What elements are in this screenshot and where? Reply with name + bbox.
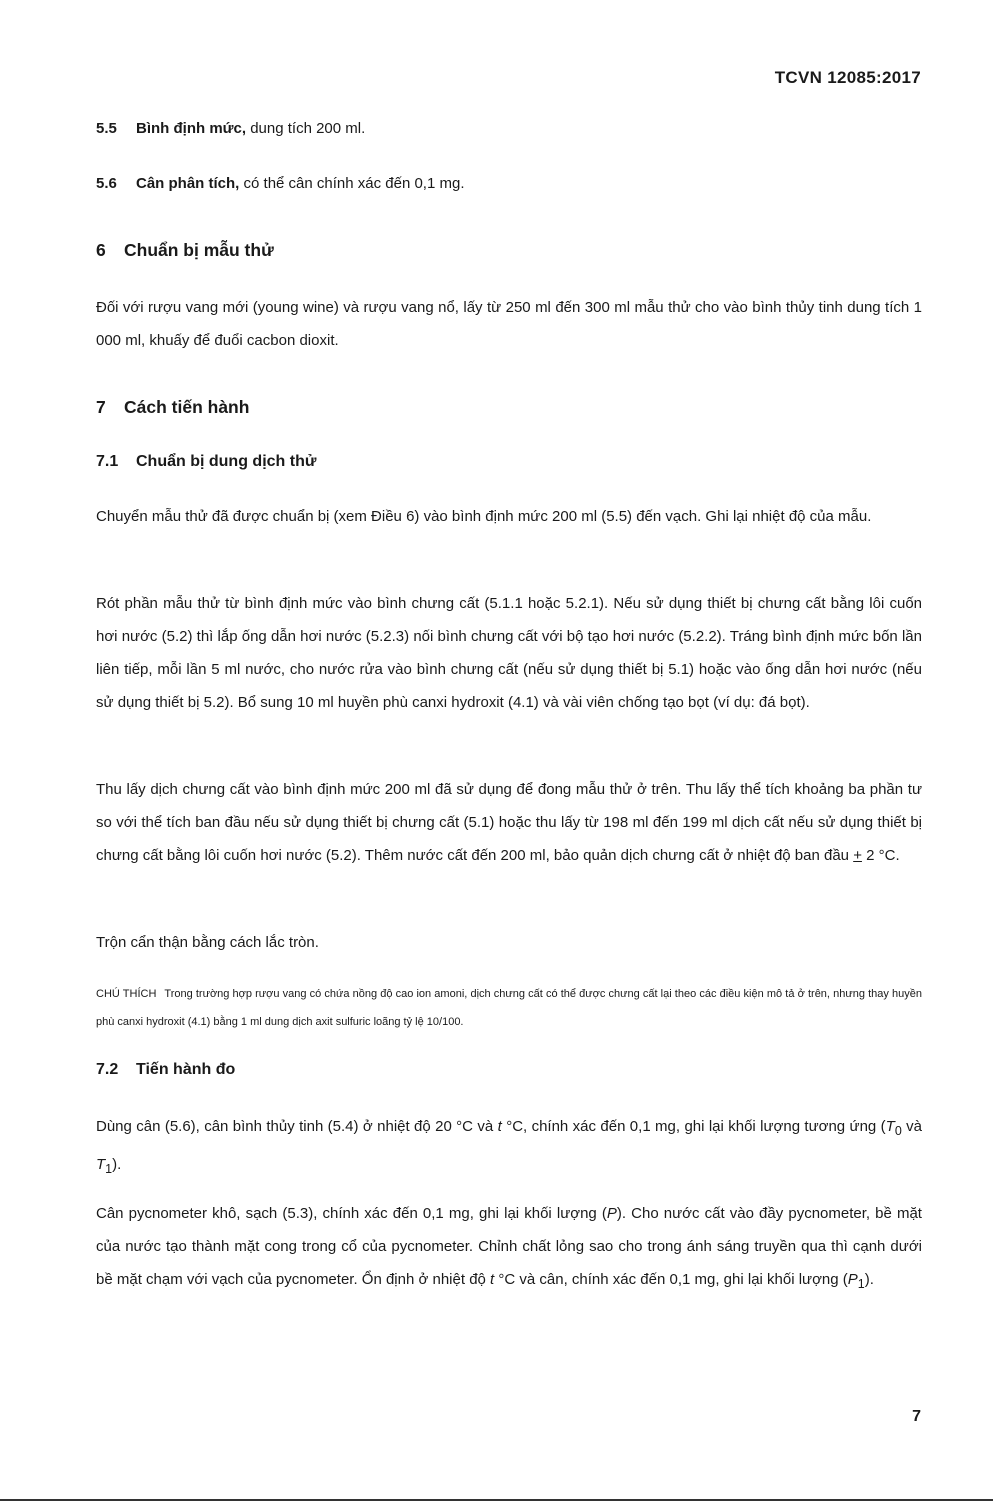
paragraph-7-1-b: Rót phần mẫu thử từ bình định mức vào bình chưng cất (5.1.1 hoặc 5.2.1). Nếu sử dụng thiết bị chưng cất bằng lôi cuốn hơi nước (5.2) thì lắp ống dẫn hơi nước (5.2.3) nối bình chưng cất với bộ tạo hơi nước (5.2.2). Tráng bình định mức bốn lần liên tiếp, mỗi lần 5 ml nước, cho nước rửa vào bình chưng cất (nếu sử dụng thiết bị 5.1) hoặc vào ống dẫn hơi nước (nếu sử dụng thiết bị 5.2). Bổ sung 10 ml huyền phù canxi hydroxit (4.1) và vài viên chống tạo bọt (ví dụ: đá bọt). bbox=[96, 595, 922, 711]
symbol-T0: T bbox=[885, 1118, 895, 1135]
paragraph-text: 2 °C. bbox=[861, 847, 900, 864]
subsection-number: 7.1 bbox=[96, 453, 119, 470]
symbol-t: t bbox=[497, 1118, 502, 1135]
subsection-title: Tiến hành đo bbox=[136, 1061, 236, 1078]
paragraph-text: ). Cho nước cất vào đầy pycnometer, bề mặt của nước tạo thành mặt cong trong cổ của pycnometer. Chỉnh chất lỏng sao cho trong ánh sáng truyền qua thì cạnh dưới bề mặt chạm với vạch của pycnometer. Ổn định ở nhiệt độ bbox=[96, 1205, 922, 1288]
paragraph-text: °C, chính xác đến 0,1 mg, ghi lại khối lượng tương ứng ( bbox=[501, 1118, 886, 1135]
section-heading-7 bbox=[96, 397, 249, 418]
paragraph-7-1-d: Trộn cẩn thận bằng cách lắc tròn. bbox=[96, 934, 319, 951]
section-number: 6 bbox=[96, 240, 106, 260]
paragraph-7-1-c bbox=[96, 773, 922, 872]
subsection-number: 7.2 bbox=[96, 1061, 119, 1078]
clause-5-6 bbox=[96, 175, 464, 192]
paragraph-text: Cân pycnometer khô, sạch (5.3), chính xác đến 0,1 mg, ghi lại khối lượng ( bbox=[96, 1205, 607, 1222]
subsection-title: Chuẩn bị dung dịch thử bbox=[136, 453, 317, 470]
paragraph-text: °C và cân, chính xác đến 0,1 mg, ghi lại khối lượng ( bbox=[494, 1271, 848, 1288]
subsection-heading-7-2 bbox=[96, 1061, 235, 1079]
symbol-t: t bbox=[490, 1271, 495, 1288]
symbol-P: P bbox=[606, 1205, 617, 1222]
symbol-P1: P bbox=[847, 1271, 858, 1288]
clause-number: 5.5 bbox=[96, 120, 117, 137]
clause-term: Cân phân tích, bbox=[136, 175, 240, 192]
clause-5-5 bbox=[96, 120, 365, 137]
note-text: Trong trường hợp rượu vang có chứa nồng độ cao ion amoni, dịch chưng cất có thể được chưng cất lại theo các điều kiện mô tả ở trên, nhưng thay huyền phù canxi hydroxit (4.1) bằng 1 ml dung dịch axit sulfuric loãng tỷ lệ 10/100. bbox=[96, 988, 923, 1028]
paragraph-7-2-b bbox=[96, 1197, 922, 1301]
paragraph-7-1-a: Chuyển mẫu thử đã được chuẩn bị (xem Điều 6) vào bình định mức 200 ml (5.5) đến vạch. Ghi lại nhiệt độ của mẫu. bbox=[96, 508, 872, 525]
page-number: 7 bbox=[912, 1408, 921, 1425]
clause-text: dung tích 200 ml. bbox=[246, 120, 366, 137]
clause-number: 5.6 bbox=[96, 175, 117, 192]
section-title: Cách tiến hành bbox=[124, 397, 250, 417]
section-heading-6 bbox=[96, 240, 274, 261]
note bbox=[96, 980, 922, 1036]
subscript-1: 1 bbox=[105, 1162, 113, 1176]
clause-term: Bình định mức, bbox=[136, 120, 247, 137]
symbol-T1: T bbox=[96, 1156, 106, 1173]
paragraph-text: và bbox=[901, 1118, 923, 1135]
note-label: CHÚ THÍCH bbox=[96, 988, 157, 1000]
section-number: 7 bbox=[96, 397, 106, 417]
paragraph-text: Dùng cân (5.6), cân bình thủy tinh (5.4) ở nhiệt độ 20 °C và bbox=[96, 1118, 498, 1135]
paragraph-text: Thu lấy dịch chưng cất vào bình định mức 200 ml đã sử dụng để đong mẫu thử ở trên. Thu lấy thể tích khoảng ba phần tư so với thể tích ban đầu nếu sử dụng thiết bị chưng cất (5.1) hoặc thu lấy từ 198 ml đến 199 ml dịch cất nếu sử dụng thiết bị chưng cất bằng lôi cuốn hơi nước (5.2). Thêm nước cất đến 200 ml, bảo quản dịch chưng cất ở nhiệt độ ban đầu bbox=[96, 781, 922, 864]
subscript-1: 1 bbox=[857, 1277, 865, 1291]
plus-minus-sign: + bbox=[853, 847, 862, 864]
subsection-heading-7-1 bbox=[96, 453, 316, 471]
section-6-paragraph: Đối với rượu vang mới (young wine) và rượu vang nổ, lấy từ 250 ml đến 300 ml mẫu thử cho vào bình thủy tinh dung tích 1 000 ml, khuấy để đuổi cacbon dioxit. bbox=[96, 299, 922, 349]
subscript-0: 0 bbox=[894, 1124, 902, 1138]
scan-edge bbox=[0, 1499, 993, 1501]
section-title: Chuẩn bị mẫu thử bbox=[124, 240, 274, 260]
paragraph-7-2-a bbox=[96, 1110, 922, 1186]
clause-text: có thể cân chính xác đến 0,1 mg. bbox=[239, 175, 465, 192]
paragraph-text: ). bbox=[864, 1271, 874, 1288]
standard-code: TCVN 12085:2017 bbox=[774, 68, 921, 87]
paragraph-text: ). bbox=[112, 1156, 122, 1173]
